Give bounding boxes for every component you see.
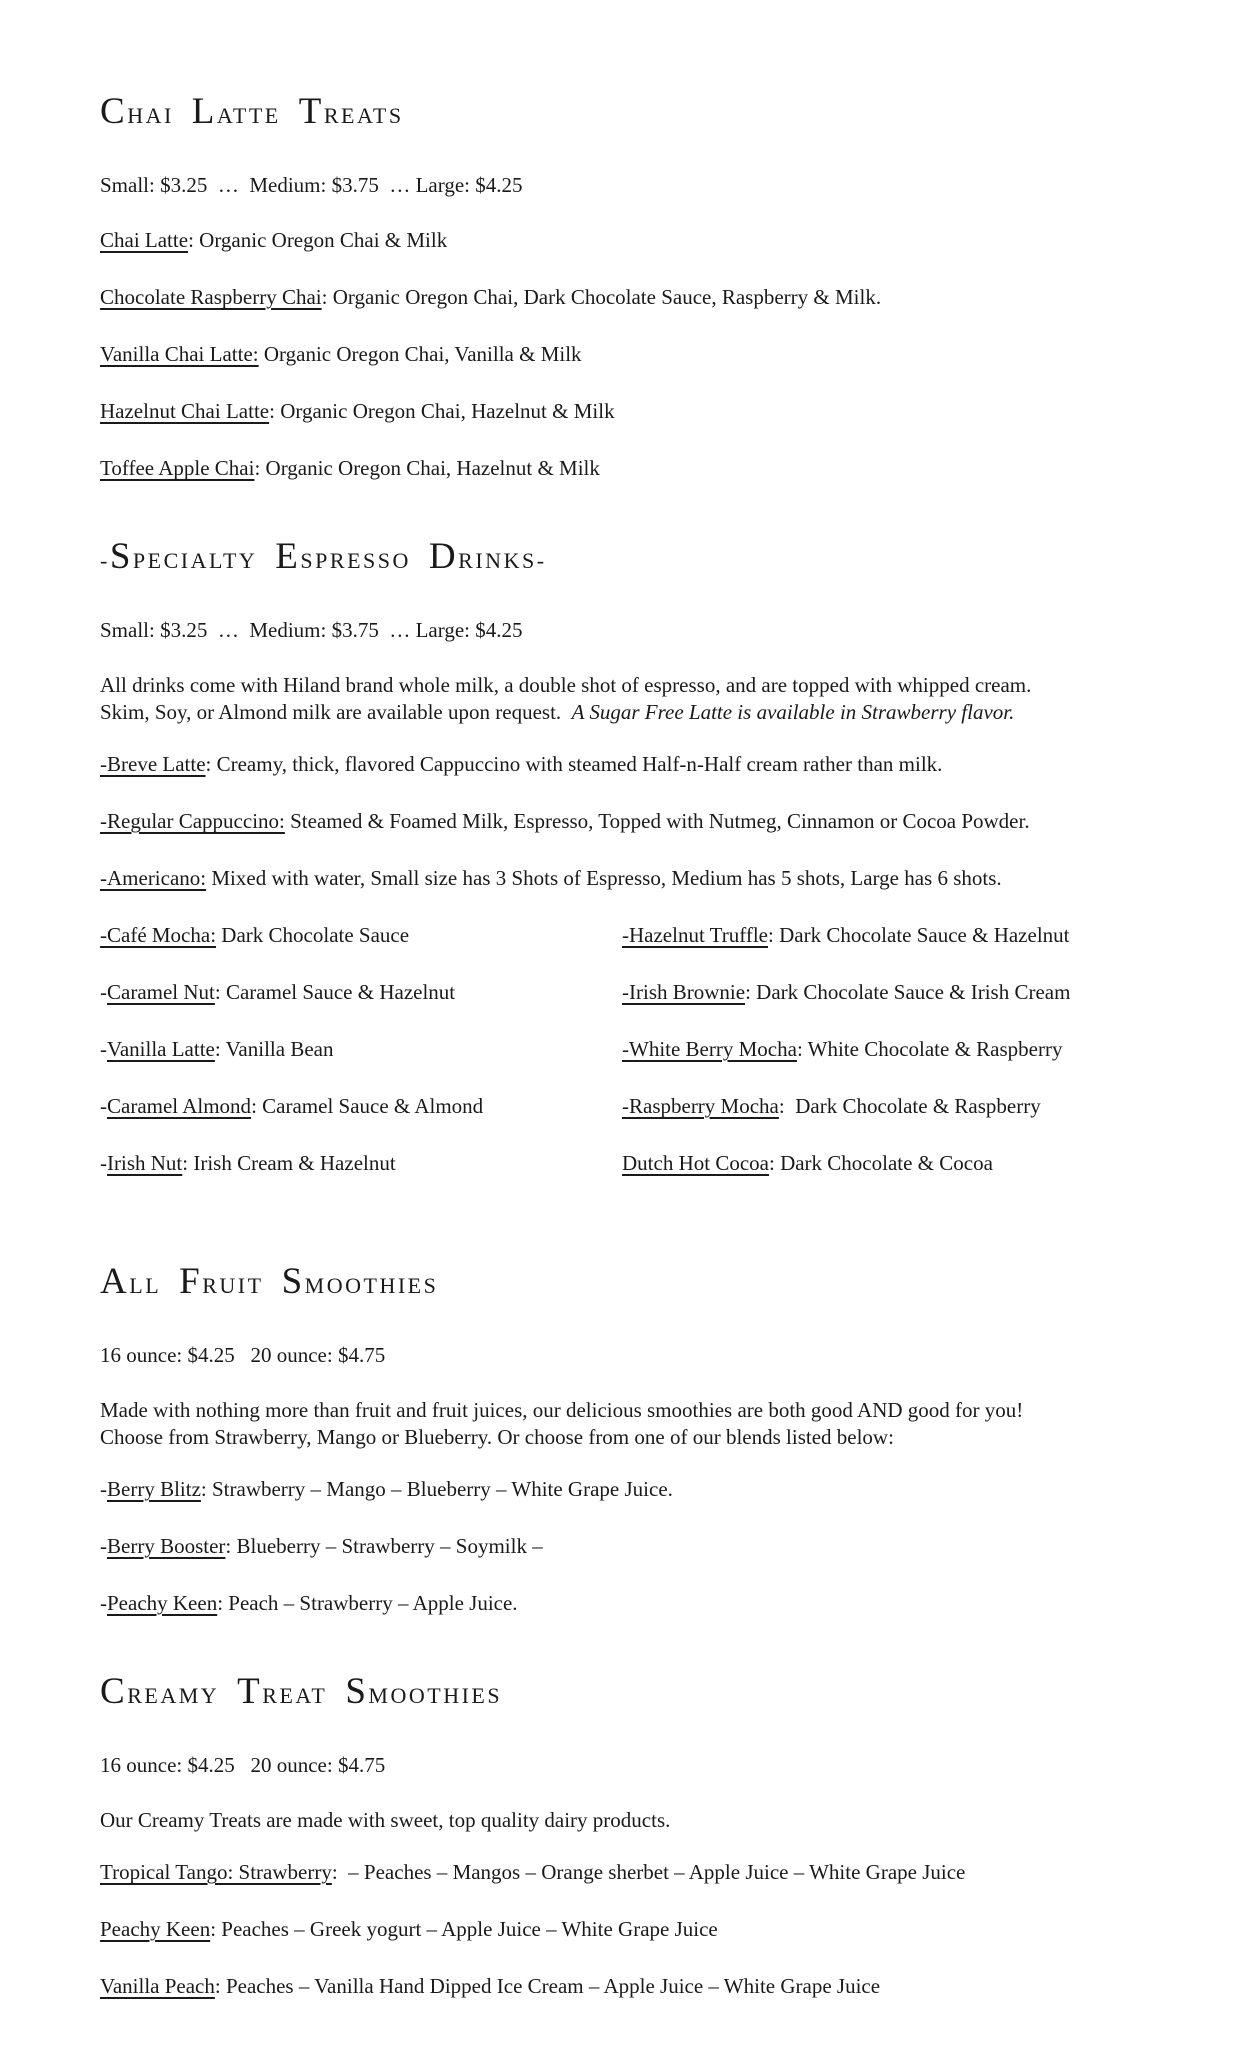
item-name: -Café Mocha:: [100, 923, 217, 947]
item-name: Toffee Apple Chai: [100, 456, 255, 480]
item-name: Berry Blitz: [107, 1477, 201, 1501]
item-description: : Dark Chocolate & Cocoa: [768, 1151, 993, 1175]
item-name: Vanilla Peach: [100, 1974, 215, 1998]
item-name: -White Berry Mocha: [622, 1037, 797, 1061]
menu-item: [100, 341, 1165, 368]
column-right: [622, 922, 1165, 1207]
item-name: Dutch Hot Cocoa: [622, 1151, 769, 1175]
menu-item: [100, 1590, 1165, 1617]
item-description: : Peaches – Vanilla Hand Dipped Ice Cream – Apple Juice – White Grape Juice: [214, 1974, 881, 1998]
item-description: : Organic Oregon Chai & Milk: [188, 228, 448, 252]
section-heading: [100, 92, 1165, 136]
item-name: Tropical Tango: Strawberry: [100, 1860, 332, 1884]
heading-word: -SPECIALTY: [100, 536, 258, 577]
menu-item: [100, 455, 1165, 482]
section-prices: Small: $3.25 … Medium: $3.75 … Large: $4.25: [100, 618, 523, 642]
section-prices: 16 ounce: $4.25 20 ounce: $4.75: [100, 1753, 386, 1777]
menu-section: [100, 92, 1165, 482]
section-note: [100, 672, 1165, 726]
section-items: [100, 1476, 1165, 1617]
note-text: Our Creamy Treats are made with sweet, top quality dairy products.: [100, 1808, 671, 1832]
item-description: : Strawberry – Mango – Blueberry – White Grape Juice.: [200, 1477, 673, 1501]
item-name: Berry Booster: [107, 1534, 226, 1558]
item-prefix: -: [100, 1477, 107, 1501]
section-prices: Small: $3.25 … Medium: $3.75 … Large: $4.25: [100, 173, 523, 197]
item-description: : Peach – Strawberry – Apple Juice.: [217, 1591, 518, 1615]
heading-word: LATTE: [191, 91, 281, 132]
item-name: Hazelnut Chai Latte: [100, 399, 270, 423]
item-name: Caramel Almond: [107, 1094, 252, 1118]
menu-item: [100, 398, 1165, 425]
heading-word: FRUIT: [179, 1261, 264, 1302]
item-name: Irish Nut: [107, 1151, 183, 1175]
item-description: : Vanilla Bean: [214, 1037, 334, 1061]
heading-word: TREAT: [237, 1671, 328, 1712]
item-description: Organic Oregon Chai, Vanilla & Milk: [258, 342, 582, 366]
menu-item: [100, 808, 1165, 835]
menu-item: [100, 1916, 1165, 1943]
note-text: Skim, Soy, or Almond milk are available upon request.: [100, 700, 572, 724]
section-columns: [100, 922, 1165, 1207]
section-note: [100, 1807, 1165, 1834]
item-description: : – Peaches – Mangos – Orange sherbet – Apple Juice – White Grape Juice: [331, 1860, 966, 1884]
item-name: Chocolate Raspberry Chai: [100, 285, 322, 309]
menu-item: [100, 1150, 622, 1177]
item-description: : Organic Oregon Chai, Hazelnut & Milk: [254, 456, 600, 480]
section-heading: [100, 1262, 1165, 1306]
item-name: Vanilla Latte: [107, 1037, 215, 1061]
item-description: : Caramel Sauce & Hazelnut: [214, 980, 456, 1004]
note-text: Made with nothing more than fruit and fruit juices, our delicious smoothies are both good AND good for you!: [100, 1398, 1024, 1422]
heading-word: SMOOTHIES: [345, 1671, 503, 1712]
item-description: Mixed with water, Small size has 3 Shots of Espresso, Medium has 5 shots, Large has 6 shots.: [206, 866, 1002, 890]
item-description: : Creamy, thick, flavored Cappuccino with steamed Half-n-Half cream rather than milk.: [205, 752, 943, 776]
section-heading: [100, 1672, 1165, 1716]
heading-word: CHAI: [100, 91, 174, 132]
heading-word: CREAMY: [100, 1671, 220, 1712]
menu-section: [100, 537, 1165, 1207]
menu-item: [100, 227, 1165, 254]
menu-item: [100, 1533, 1165, 1560]
item-description: : Organic Oregon Chai, Dark Chocolate Sauce, Raspberry & Milk.: [321, 285, 882, 309]
item-prefix: -: [100, 1151, 107, 1175]
item-name: Peachy Keen: [100, 1917, 211, 1941]
section-note: [100, 1397, 1165, 1451]
section-prices: 16 ounce: $4.25 20 ounce: $4.75: [100, 1343, 386, 1367]
column-left: [100, 922, 622, 1207]
note-text: All drinks come with Hiland brand whole milk, a double shot of espresso, and are topped with whipped cream.: [100, 673, 1032, 697]
note-text: A Sugar Free Latte is available in Strawberry flavor.: [571, 700, 1015, 724]
item-description: : Caramel Sauce & Almond: [251, 1094, 484, 1118]
menu-item: [100, 1973, 1165, 2000]
item-name: Caramel Nut: [107, 980, 215, 1004]
item-name: -Irish Brownie: [622, 980, 746, 1004]
heading-word: SMOOTHIES: [281, 1261, 439, 1302]
menu-section: [100, 1262, 1165, 1617]
menu-section: [100, 1672, 1165, 2000]
item-prefix: -: [100, 1094, 107, 1118]
item-name: Chai Latte: [100, 228, 189, 252]
menu-item: [100, 922, 622, 949]
section-heading: [100, 537, 1165, 581]
menu-item: [100, 979, 622, 1006]
menu-item: [100, 1476, 1165, 1503]
item-description: : Dark Chocolate Sauce & Irish Cream: [745, 980, 1071, 1004]
heading-word: DRINKS-: [428, 536, 547, 577]
item-name: -Raspberry Mocha: [622, 1094, 779, 1118]
item-description: Dark Chocolate Sauce: [216, 923, 410, 947]
item-description: : Irish Cream & Hazelnut: [182, 1151, 396, 1175]
item-name: Peachy Keen: [107, 1591, 218, 1615]
item-name: Vanilla Chai Latte:: [100, 342, 259, 366]
menu-item: [100, 1036, 622, 1063]
section-items: [100, 227, 1165, 482]
item-description: : Blueberry – Strawberry – Soymilk –: [225, 1534, 543, 1558]
item-description: : Dark Chocolate Sauce & Hazelnut: [768, 923, 1070, 947]
menu-item: [100, 284, 1165, 311]
item-name: -Regular Cappuccino:: [100, 809, 285, 833]
item-description: : Peaches – Greek yogurt – Apple Juice – White Grape Juice: [210, 1917, 718, 1941]
item-description: : Organic Oregon Chai, Hazelnut & Milk: [269, 399, 615, 423]
menu-item: [622, 922, 1165, 949]
item-name: -Americano:: [100, 866, 207, 890]
menu-item: [622, 979, 1165, 1006]
item-description: : Dark Chocolate & Raspberry: [778, 1094, 1041, 1118]
menu-item: [622, 1150, 1165, 1177]
menu-item: [100, 751, 1165, 778]
section-items: [100, 1859, 1165, 2000]
heading-word: TREATS: [298, 91, 404, 132]
menu-item: [100, 1859, 1165, 1886]
section-items: [100, 751, 1165, 892]
item-prefix: -: [100, 1037, 107, 1061]
note-text: Choose from Strawberry, Mango or Blueberry. Or choose from one of our blends listed below:: [100, 1425, 894, 1449]
item-description: Steamed & Foamed Milk, Espresso, Topped with Nutmeg, Cinnamon or Cocoa Powder.: [284, 809, 1030, 833]
menu-item: [622, 1036, 1165, 1063]
item-name: -Breve Latte: [100, 752, 206, 776]
heading-word: ESPRESSO: [275, 536, 411, 577]
menu-item: [100, 1093, 622, 1120]
item-prefix: -: [100, 1591, 107, 1615]
menu-item: [622, 1093, 1165, 1120]
item-prefix: -: [100, 1534, 107, 1558]
item-prefix: -: [100, 980, 107, 1004]
item-description: : White Chocolate & Raspberry: [796, 1037, 1063, 1061]
item-name: -Hazelnut Truffle: [622, 923, 769, 947]
heading-word: ALL: [100, 1261, 162, 1302]
menu-item: [100, 865, 1165, 892]
